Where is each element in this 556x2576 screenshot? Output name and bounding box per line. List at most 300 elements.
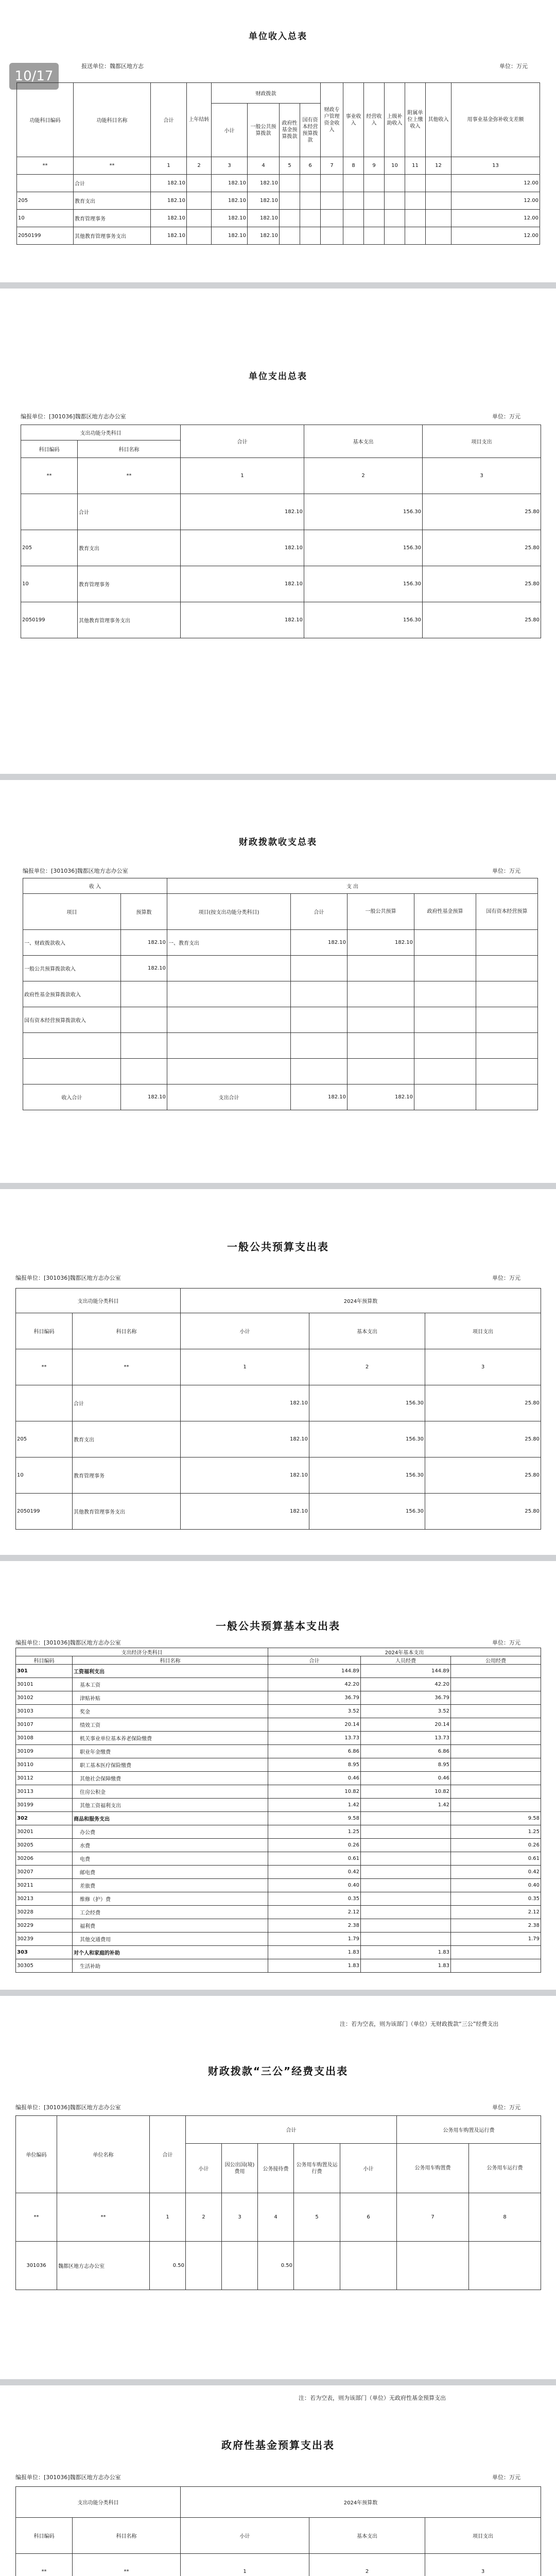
- cell-empty: [385, 192, 405, 210]
- cell-empty: [280, 210, 300, 227]
- col-soe: 国有资本经营预算: [476, 894, 538, 930]
- table-row: [21, 494, 541, 530]
- cell-value: 182.10: [121, 930, 167, 956]
- cell-name: 教育支出: [78, 530, 181, 566]
- cell-person: [361, 1892, 451, 1906]
- col-sub2: 小计: [340, 2144, 397, 2193]
- col-group: 支出功能分类科目: [16, 1289, 181, 1313]
- col-name: 单位名称: [57, 2116, 150, 2193]
- cell-name: 福利费: [73, 1919, 268, 1933]
- cell-total: 182.10: [291, 930, 348, 956]
- cell-total: 0.42: [268, 1866, 361, 1879]
- cell-recv: 0.50: [258, 2242, 294, 2290]
- index-row: [21, 458, 541, 494]
- cell-code: 30205: [16, 1839, 73, 1852]
- cell-person: 42.20: [361, 1678, 451, 1691]
- cell-total: 1.25: [268, 1825, 361, 1839]
- cell-empty: [291, 1059, 348, 1084]
- cell-empty: [321, 192, 343, 210]
- cell-name: 教育管理事务: [74, 210, 151, 227]
- cell-proj: 25.80: [425, 1421, 541, 1458]
- cell-person: 36.79: [361, 1691, 451, 1705]
- col-proj: 项目支出: [425, 2518, 541, 2554]
- table-row: [16, 1879, 541, 1892]
- cell-item: 一般公共预算拨款收入: [23, 956, 121, 981]
- unit-note: 单位：万元: [492, 2104, 520, 2111]
- cell-name: 住房公积金: [73, 1785, 268, 1799]
- table-row: [16, 1758, 541, 1772]
- page-separator: [0, 774, 556, 780]
- cell-basic: 156.30: [309, 1421, 425, 1458]
- idx-cell: **: [78, 458, 181, 494]
- cell-total: 182.10: [151, 210, 187, 227]
- empty-note: 注：若为空表，则为该部门（单位）无政府性基金预算支出: [299, 2395, 446, 2401]
- col-gen: 一般公共预算: [348, 894, 414, 930]
- cell-code: 30113: [16, 1785, 73, 1799]
- cell-total: 1.83: [268, 1959, 361, 1973]
- cell-name: 其他工资福利支出: [73, 1799, 268, 1812]
- col-soe: 国有资本经营预算拨款: [300, 104, 321, 157]
- cell-empty: [414, 1033, 476, 1059]
- cell-person: 20.14: [361, 1718, 451, 1732]
- col-name: 科目名称: [73, 2518, 181, 2554]
- cell-person: [361, 1919, 451, 1933]
- col-basic: 基本支出: [309, 2518, 425, 2554]
- cell-total: 9.58: [268, 1812, 361, 1825]
- cell-empty: [343, 192, 364, 210]
- idx-cell: 7: [397, 2193, 469, 2242]
- table-row: [16, 2242, 541, 2290]
- col-total: 小计: [181, 2518, 309, 2554]
- table-row: [23, 1007, 538, 1033]
- page-unit-expense: [10, 289, 546, 752]
- cell-empty: [405, 227, 426, 245]
- cell-empty: [476, 1059, 538, 1084]
- idx-cell: 9: [364, 157, 385, 175]
- col-total: 合计: [151, 83, 187, 157]
- table-row: [17, 227, 540, 245]
- cell-empty: [291, 956, 348, 981]
- cell-total: 182.10: [181, 1385, 309, 1421]
- cell-public: 0.61: [451, 1852, 541, 1866]
- idx-cell: 2: [186, 2193, 222, 2242]
- cell-extra: 12.00: [451, 227, 540, 245]
- cell-empty: [348, 981, 414, 1007]
- col-prev: 上年结转: [187, 83, 212, 157]
- cell-total: 1.42: [268, 1799, 361, 1812]
- idx-cell: **: [57, 2193, 150, 2242]
- cell-public: 0.40: [451, 1879, 541, 1892]
- cell-code: 30110: [16, 1758, 73, 1772]
- col-recv: 公务接待费: [258, 2144, 294, 2193]
- idx-cell: 3: [425, 1349, 541, 1385]
- cell-empty: [364, 175, 385, 192]
- cell-empty: [426, 175, 451, 192]
- page-separator: [0, 282, 556, 289]
- cell-person: 1.42: [361, 1799, 451, 1812]
- cell-empty: [405, 210, 426, 227]
- cell-empty: [167, 1059, 291, 1084]
- unit-note: 单位：万元: [492, 2474, 520, 2481]
- idx-cell: 1: [181, 2554, 309, 2576]
- report-unit: 编报单位：[301036]魏都区地方志办公室: [15, 2474, 121, 2481]
- expense-table: [21, 425, 541, 638]
- page-gov-fund: [10, 2385, 546, 2576]
- cell-public: [451, 1785, 541, 1799]
- cell-empty: [469, 2242, 541, 2290]
- cell-person: 144.89: [361, 1665, 451, 1678]
- cell-total: 182.10: [181, 566, 304, 602]
- cell-name: 商品和服务支出: [73, 1812, 268, 1825]
- idx-cell: 8: [469, 2193, 541, 2242]
- table-row: [16, 1421, 541, 1458]
- cell-code: 10: [16, 1458, 73, 1494]
- cell-code: 2050199: [21, 602, 78, 638]
- cell-gen: 182.10: [248, 175, 280, 192]
- cell-code: 30108: [16, 1732, 73, 1745]
- cell-empty: [343, 175, 364, 192]
- col-year: 2024年预算数: [181, 1289, 541, 1313]
- idx-cell: 2: [309, 1349, 425, 1385]
- cell-person: 13.73: [361, 1732, 451, 1745]
- cell-extra: 12.00: [451, 210, 540, 227]
- page-title: 政府性基金预算支出表: [221, 2439, 335, 2451]
- report-unit: 编报单位：[301036]魏都区地方志办公室: [15, 1275, 121, 1281]
- cell-name: 合计: [78, 494, 181, 530]
- cell-total: 8.95: [268, 1758, 361, 1772]
- table-row: [23, 930, 538, 956]
- cell-empty: [186, 2242, 222, 2290]
- table-row: [16, 1678, 541, 1691]
- idx-cell: 2: [187, 157, 212, 175]
- cell-name: 职业年金缴费: [73, 1745, 268, 1758]
- idx-cell: 3: [212, 157, 248, 175]
- table-row: [16, 1494, 541, 1530]
- page-indicator: 10/17: [9, 63, 59, 90]
- cell-code: 30201: [16, 1825, 73, 1839]
- cell-name: 教育支出: [74, 192, 151, 210]
- cell-empty: [476, 956, 538, 981]
- index-row: [16, 2554, 541, 2576]
- three-public-table: [15, 2115, 541, 2290]
- table-row: [17, 192, 540, 210]
- col-item: 项目: [23, 894, 121, 930]
- cell-code: 30228: [16, 1906, 73, 1919]
- cell-name: 其他交通费用: [73, 1933, 268, 1946]
- cell-sub: 182.10: [212, 192, 248, 210]
- cell-name: 机关事业单位基本养老保险缴费: [73, 1732, 268, 1745]
- cell-total: 0.40: [268, 1879, 361, 1892]
- cell-empty: [348, 956, 414, 981]
- cell-person: [361, 1879, 451, 1892]
- page-separator: [0, 1990, 556, 1996]
- table-row: [16, 1852, 541, 1866]
- col-basic: 基本支出: [309, 1313, 425, 1349]
- col-budget: 财政拨款: [212, 83, 321, 104]
- table-row: [16, 1919, 541, 1933]
- cell-empty: [23, 1033, 121, 1059]
- cell-name: 其他教育管理事务支出: [73, 1494, 181, 1530]
- cell-public: [451, 1678, 541, 1691]
- cell-code: 301: [16, 1665, 73, 1678]
- cell-code: 205: [17, 192, 74, 210]
- cell-sub: 182.10: [212, 175, 248, 192]
- unit-note: 单位：万元: [492, 1639, 520, 1646]
- idx-cell: 12: [426, 157, 451, 175]
- cell-public: [451, 1946, 541, 1959]
- page-title: 财政拨款“三公”经费支出表: [207, 2065, 349, 2077]
- col-run: 公务用车运行费: [469, 2144, 541, 2193]
- empty-note: 注：若为空表，则为该部门（单位）无财政拨款“三公”经费支出: [340, 2021, 499, 2027]
- idx-cell: 1: [151, 157, 187, 175]
- cell-code: 30101: [16, 1678, 73, 1691]
- idx-cell: **: [21, 458, 78, 494]
- cell-code: 30102: [16, 1691, 73, 1705]
- cell-name: 差旅费: [73, 1879, 268, 1892]
- table-row: [16, 1458, 541, 1494]
- cell-code: 30112: [16, 1772, 73, 1785]
- cell-public: 1.25: [451, 1825, 541, 1839]
- table-row: [17, 210, 540, 227]
- unit-note: 单位：万元: [492, 868, 520, 874]
- cell-name: 其他社会保障缴费: [73, 1772, 268, 1785]
- cell-gen: 182.10: [248, 227, 280, 245]
- col-aff: 附属单位上缴收入: [405, 83, 426, 157]
- cell-empty: [121, 1007, 167, 1033]
- report-unit: 编报单位：[301036]魏都区地方志办公室: [23, 868, 128, 874]
- table-row: [21, 566, 541, 602]
- table-row: [17, 175, 540, 192]
- cell-person: [361, 1839, 451, 1852]
- cell-public: [451, 1758, 541, 1772]
- idx-cell: **: [17, 157, 74, 175]
- cell-total: 13.73: [268, 1732, 361, 1745]
- index-row: [17, 157, 540, 175]
- idx-cell: **: [73, 2554, 181, 2576]
- expense-total: 182.10: [291, 1084, 348, 1110]
- col-biz: 事业收入: [343, 83, 364, 157]
- cell-public: 2.38: [451, 1919, 541, 1933]
- cell-person: 0.46: [361, 1772, 451, 1785]
- cell-total: 182.10: [151, 175, 187, 192]
- cell-person: [361, 1812, 451, 1825]
- cell-empty: [300, 175, 321, 192]
- page-title: 单位支出总表: [249, 371, 307, 382]
- col-code: 科目编码: [21, 440, 78, 458]
- col-public: 公用经费: [451, 1656, 541, 1665]
- col-car-group: 公务用车购置及运行费: [397, 2116, 541, 2144]
- cell-empty: [476, 1084, 538, 1110]
- cell-code: 30305: [16, 1959, 73, 1973]
- cell-empty: [405, 175, 426, 192]
- cell-empty: [426, 210, 451, 227]
- page-separator: [0, 1183, 556, 1189]
- cell-sub: 182.10: [212, 210, 248, 227]
- cell-public: 0.26: [451, 1839, 541, 1852]
- cell-code: 205: [21, 530, 78, 566]
- cell-code: 30199: [16, 1799, 73, 1812]
- cell-empty: [476, 1007, 538, 1033]
- cell-public: [451, 1705, 541, 1718]
- cell-code: [21, 494, 78, 530]
- cell-proj: 25.80: [423, 566, 541, 602]
- idx-cell: 8: [343, 157, 364, 175]
- page-general-budget: [10, 1189, 546, 1550]
- cell-public: [451, 1718, 541, 1732]
- cell-name: 办公费: [73, 1825, 268, 1839]
- idx-cell: 3: [423, 458, 541, 494]
- cell-code: 10: [17, 210, 74, 227]
- idx-cell: 4: [258, 2193, 294, 2242]
- table-row: [16, 1718, 541, 1732]
- total-row: [23, 1084, 538, 1110]
- cell-code: 30213: [16, 1892, 73, 1906]
- cell-empty: [476, 930, 538, 956]
- cell-empty: [187, 175, 212, 192]
- col-code: 科目编码: [16, 2518, 73, 2554]
- cell-empty: [385, 175, 405, 192]
- cell-total: 1.79: [268, 1933, 361, 1946]
- col-group: 支出功能分类科目: [16, 2487, 181, 2518]
- cell-public: [451, 1959, 541, 1973]
- cell-total: 2.38: [268, 1919, 361, 1933]
- col-group: 支出经济分类科目: [16, 1648, 268, 1656]
- cell-total: 144.89: [268, 1665, 361, 1678]
- cell-name: 绩效工资: [73, 1718, 268, 1732]
- cell-proj: 25.80: [425, 1458, 541, 1494]
- cell-public: [451, 1732, 541, 1745]
- idx-cell: **: [74, 157, 151, 175]
- col-code: 科目编码: [16, 1656, 73, 1665]
- cell-person: 8.95: [361, 1758, 451, 1772]
- cell-empty: [321, 175, 343, 192]
- cell-empty: [321, 227, 343, 245]
- cell-empty: [167, 1007, 291, 1033]
- cell-empty: [167, 1033, 291, 1059]
- cell-total: 0.61: [268, 1852, 361, 1866]
- cell-empty: [321, 210, 343, 227]
- cell-basic: 156.30: [304, 566, 423, 602]
- cell-name: 合计: [73, 1385, 181, 1421]
- cell-empty: [397, 2242, 469, 2290]
- report-unit: [81, 62, 144, 70]
- cell-empty: [187, 210, 212, 227]
- cell-name: 工资福利支出: [73, 1665, 268, 1678]
- cell-basic: 156.30: [304, 530, 423, 566]
- cell-empty: [348, 1059, 414, 1084]
- table-row: [16, 1785, 541, 1799]
- idx-cell: 2: [304, 458, 423, 494]
- cell-name: 其他教育管理事务支出: [78, 602, 181, 638]
- col-extra: 用事业基金弥补收支差额: [451, 83, 540, 157]
- col-gen: 一般公共预算拨款: [248, 104, 280, 157]
- col-sub: 小计: [186, 2144, 222, 2193]
- cell-name: 对个人和家庭的补助: [73, 1946, 268, 1959]
- cell-name: 水费: [73, 1839, 268, 1852]
- expense-gen: 182.10: [348, 1084, 414, 1110]
- cell-code: [16, 1385, 73, 1421]
- table-row: [16, 1866, 541, 1879]
- col-year: 2024年预算数: [181, 2487, 541, 2518]
- cell-name: 津贴补贴: [73, 1691, 268, 1705]
- table-row: [16, 1959, 541, 1973]
- cell-total: 42.20: [268, 1678, 361, 1691]
- col-total: 合计: [291, 894, 348, 930]
- cell-name: 电费: [73, 1852, 268, 1866]
- idx-cell: 11: [405, 157, 426, 175]
- col-proj: 项目支出: [423, 425, 541, 458]
- cell-name: 教育管理事务: [73, 1458, 181, 1494]
- cell-code: 205: [16, 1421, 73, 1458]
- table-row: [16, 1732, 541, 1745]
- cell-public: 0.35: [451, 1892, 541, 1906]
- cell-code: 10: [21, 566, 78, 602]
- cell-total: 182.10: [181, 494, 304, 530]
- cell-name: 基本工资: [73, 1678, 268, 1691]
- unit-note: 单位：万元: [492, 1275, 520, 1281]
- cell-person: 6.86: [361, 1745, 451, 1758]
- table-row: [16, 1933, 541, 1946]
- cell-code: 301036: [16, 2242, 57, 2290]
- idx-cell: 6: [300, 157, 321, 175]
- report-unit-label: 报送单位：: [81, 63, 110, 70]
- idx-cell: 1: [150, 2193, 186, 2242]
- cell-person: [361, 1866, 451, 1879]
- cell-public: [451, 1745, 541, 1758]
- cell-basic: 156.30: [309, 1458, 425, 1494]
- col-sub: 小计: [212, 104, 248, 157]
- table-row: [16, 1799, 541, 1812]
- table-row: [23, 1033, 538, 1059]
- page-title: 财政拨款收支总表: [239, 837, 317, 848]
- cell-name: 邮电费: [73, 1866, 268, 1879]
- cell-empty: [187, 227, 212, 245]
- cell-empty: [294, 2242, 340, 2290]
- idx-cell: 2: [309, 2554, 425, 2576]
- cell-exp: 一、教育支出: [167, 930, 291, 956]
- col-sup: 上级补助收入: [385, 83, 405, 157]
- cell-proj: 25.80: [425, 1385, 541, 1421]
- income-table: [16, 82, 540, 245]
- table-row: [16, 1839, 541, 1852]
- cell-empty: [23, 1059, 121, 1084]
- cell-name: 职工基本医疗保险缴费: [73, 1758, 268, 1772]
- idx-cell: 10: [385, 157, 405, 175]
- cell-empty: [121, 1059, 167, 1084]
- cell-total: 0.50: [150, 2242, 186, 2290]
- cell-empty: [405, 192, 426, 210]
- cell-empty: [385, 210, 405, 227]
- cell-proj: 25.80: [423, 602, 541, 638]
- idx-cell: **: [16, 2554, 73, 2576]
- cell-extra: 12.00: [451, 175, 540, 192]
- cell-public: [451, 1799, 541, 1812]
- page-unit-income: [10, 0, 546, 278]
- cell-gen: 182.10: [248, 210, 280, 227]
- cell-name: 工会经费: [73, 1906, 268, 1919]
- col-fund: 政府性基金预算拨款: [280, 104, 300, 157]
- expense-total-label: 支出合计: [167, 1084, 291, 1110]
- cell-total: 182.10: [181, 1494, 309, 1530]
- cell-name: 其他教育管理事务支出: [74, 227, 151, 245]
- col-code: 科目编码: [16, 1313, 73, 1349]
- cell-public: [451, 1772, 541, 1785]
- table-row: [16, 1812, 541, 1825]
- col-expense: 支 出: [167, 878, 538, 894]
- table-row: [16, 1665, 541, 1678]
- col-proj: 项目支出: [425, 1313, 541, 1349]
- col-year: 2024年基本支出: [268, 1648, 541, 1656]
